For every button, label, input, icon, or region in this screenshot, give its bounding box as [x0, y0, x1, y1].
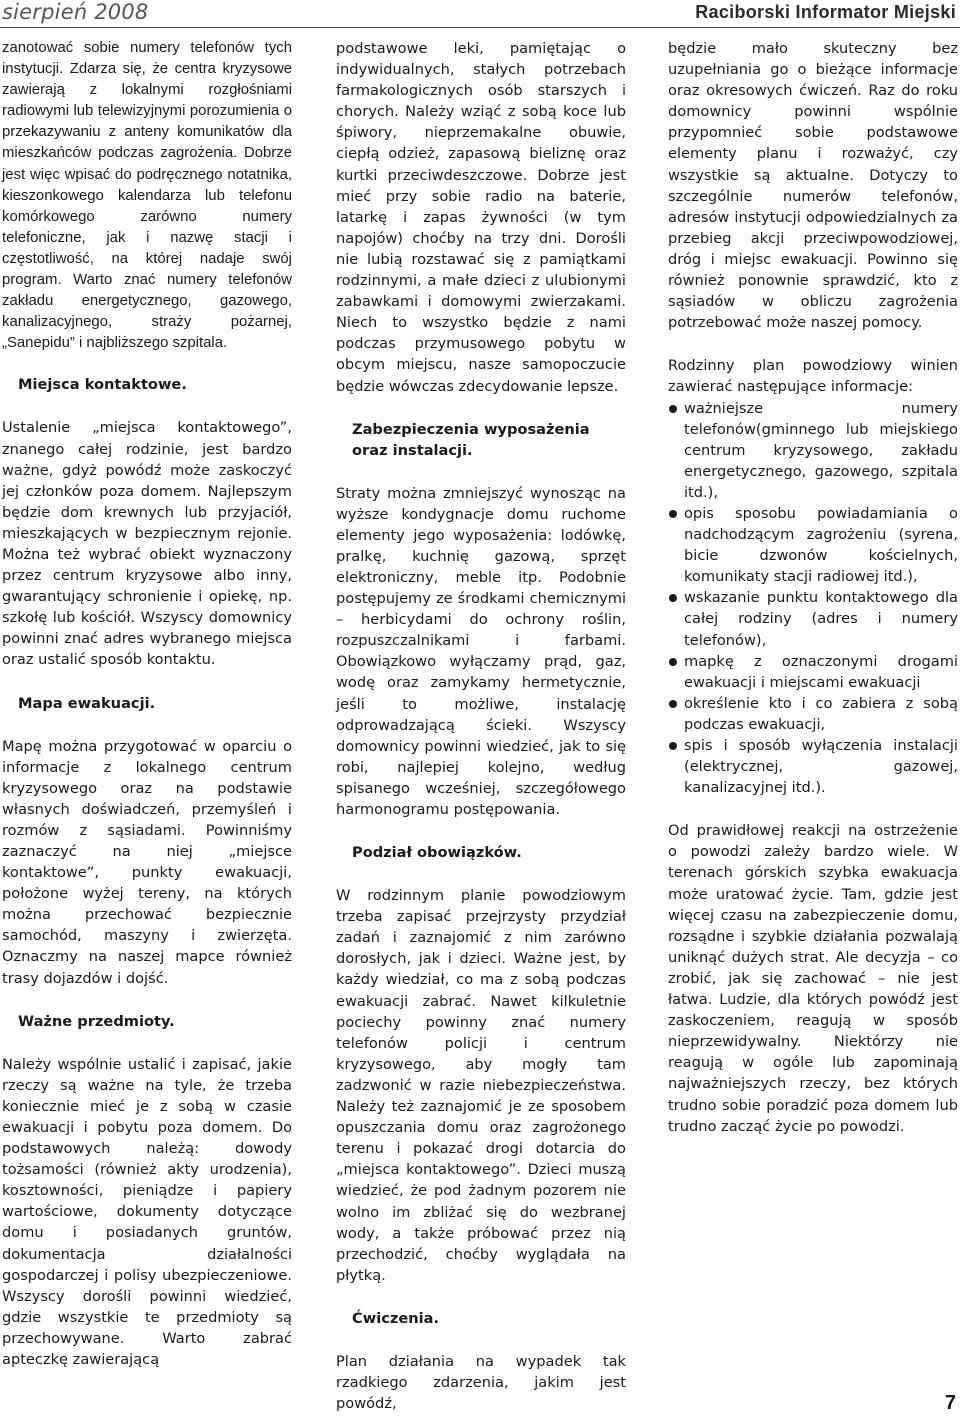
header-rule: [0, 27, 960, 28]
bullet-icon: [669, 742, 677, 750]
plan-contents-list: [668, 398, 958, 799]
bullet-icon: [669, 405, 677, 413]
paragraph-evacuation-map: Mapę można przygotować w oparciu o informacje z lokalnego centrum kryzysowego oraz na podstawie własnych doświadczeń, przemyśleń i rozmów z sąsiadami. Powinniśmy zaznaczyć na niej „miejsce kontaktowe”, punkty ewakuacji, położone wyżej tereny, na których można przechować bezpiecznie samochód, maszyny i zwierzęta. Oznaczmy na naszej mapce również trasy dojazdów i dojść.: [2, 737, 292, 987]
paragraph-contact-places: Ustalenie „miejsca kontaktowego”, znanego całej rodzinie, jest bardzo ważne, gdyż powódź może zaskoczyć jej członków poza domem. Najlepszym będzie dom krewnych lub przyjaciół, mieszkających w bezpiecznym rejonie. Można też wybrać obiekt wyznaczony przez centrum kryzysowe albo inny, gwarantujący schronienie i opiekę, np. szkołę lub kościół. Wszyscy domownicy powinni znać adres wybranego miejsca oraz ustalić sposób kontaktu.: [2, 419, 292, 669]
paragraph-plan-updates: będzie mało skuteczny bez uzupełniania go o bieżące informacje oraz okresowych ćwiczeń. Raz do roku domownicy powinni wspólnie przypomnieć sobie podstawowe elementy planu i rozważyć, czy wszystkie są aktualne. Dotyczy to szczególnie numerów telefonów, adresów instytucji odpowiedzialnych za przebieg akcji przeciwpowodziowej, dróg i miejsc ewakuacji. Powinno się również ponownie sprawdzić, kto z sąsiadów w obliczu zagrożenia potrzebować może naszej pomocy.: [668, 40, 958, 332]
column-3: [668, 38, 958, 1421]
page-number: 7: [944, 1392, 956, 1414]
paragraph-exercises: Plan działania na wypadek tak rzadkiego zdarzenia, jakim jest powódź,: [336, 1352, 626, 1413]
heading-important-items: Ważne przedmioty.: [18, 1012, 175, 1030]
paragraph-reaction: Od prawidłowej reakcji na ostrzeżenie o powodzi zależy bardzo wiele. W terenach górskich szybka ewakuacja może uratować życie. Tam, gdzie jest więcej czasu na zabezpieczenie domu, rozsądne i szybkie działania pozwalają uniknąć dużych strat. Ale decyzja – co zrobić, jak się zachować – nie jest łatwa. Ludzie, dla których powódź jest zaskoczeniem, reagują w sposób nieprzewidywalny. Niektórzy nie reagują w ogóle lub zapominają najważniejszych rzeczy, bez których trudno sobie poradzić poza domem lub trudno zacząć życie po powodzi.: [668, 822, 958, 1135]
column-2: [336, 38, 626, 1421]
list-item: określenie kto i co zabiera z sobą podczas ewakuacji,: [668, 693, 958, 735]
paragraph-medicines: podstawowe leki, pamiętając o indywidualnych, stałych potrzebach farmakologicznych osób starszych i chorych. Należy wziąć z sobą koce lub śpiwory, nieprzemakalne obuwie, ciepłą odzież, zapasową bieliznę oraz kurtki przeciwdeszczowe. Dobrze jest mieć przy sobie radio na baterie, latarkę i zapas żywności (w tym napojów) choćby na trzy dni. Dorośli nie lubią rozstawać się z pamiątkami rodzinnymi, a małe dzieci z ulubionymi zabawkami i domowymi zwierzakami. Niech to wszystko będzie z nami podczas przymusowego pobytu w obcym miejscu, nasze samopoczucie będzie wówczas zdecydowanie lepsze.: [336, 40, 626, 395]
bullet-icon: [669, 658, 677, 666]
column-1: [2, 38, 292, 1421]
heading-division-of-duties: Podział obowiązków.: [352, 844, 522, 862]
heading-exercises: Ćwiczenia.: [352, 1309, 440, 1327]
paragraph-plan-contents-intro: Rodzinny plan powodziowy winien zawierać następujące informacje:: [668, 357, 958, 396]
list-item: ważniejsze numery telefonów(gminnego lub miejskiego centrum kryzysowego, zakładu energetycznego, gazowego, szpitala itd.),: [668, 398, 958, 503]
bullet-icon: [669, 700, 677, 708]
heading-evacuation-map: Mapa ewakuacji.: [18, 694, 156, 712]
list-item: mapkę z oznaczonymi drogami ewakuacji i miejscami ewakuacji: [668, 651, 958, 693]
bullet-icon: [669, 594, 677, 602]
list-item: wskazanie punktu kontaktowego dla całej rodziny (adres i numery telefonów),: [668, 587, 958, 650]
publication-title: Raciborski Informator Miejski: [695, 2, 956, 22]
paragraph-important-items: Należy wspólnie ustalić i zapisać, jakie rzeczy są ważne na tyle, że trzeba koniecznie mieć je z sobą w czasie ewakuacji i pobytu poza domem. Do podstawowych należą: dowody tożsamości (również akty urodzenia), kosztowności, pieniądze i papiery wartościowe, dokumenty dotyczące domu i posiadanych gruntów, dokumentacja działalności gospodarczej i polisy ubezpieczeniowe. Wszyscy dorośli powinni wiedzieć, gdzie wszystkie te przedmioty są przechowywane. Warto zabrać apteczkę zawierającą: [2, 1055, 292, 1368]
list-item: opis sposobu powiadamiania o nadchodzącym zagrożeniu (syrena, bicie dzwonów kościelnych, komunikaty stacji radiowej itd.),: [668, 503, 958, 587]
list-item: spis i sposób wyłączenia instalacji (elektrycznej, gazowej, kanalizacyjnej itd.).: [668, 735, 958, 798]
paragraph-securing-equipment: Straty można zmniejszyć wynosząc na wyższe kondygnacje domu ruchome elementy jego wyposażenia: lodówkę, pralkę, kuchnię gazową, sprzęt elektroniczny, meble itp. Podobnie postępujemy ze środkami chemicznymi – herbicydami do ochrony roślin, rozpuszczalnikami i farbami. Obowiązkowo wyłączamy prąd, gaz, wodę oraz zamykamy hermetycznie, jeśli to możliwe, instalację odprowadzającą ścieki. Wszyscy domownicy powinni wiedzieć, jak to się robi, najlepiej kolejno, według spisanego wcześniej, szczegółowego harmonogramu postępowania.: [336, 484, 626, 818]
bullet-icon: [669, 510, 677, 518]
heading-contact-places: Miejsca kontaktowe.: [18, 376, 187, 394]
paragraph-division-of-duties: W rodzinnym planie powodziowym trzeba zapisać przejrzysty przydział zadań i zaznajomić z nim zarówno dorosłych, jak i dzieci. Ważne jest, by każdy wiedział, co ma z sobą podczas ewakuacji zabrać. Nawet kilkuletnie pociechy powinny znać numery telefonów policji i centrum kryzysowego, aby mogły tam zadzwonić w razie niebezpieczeństwa. Należy też zaznajomić je ze sposobem opuszczania domu oraz zagrożonego terenu i pokazać drogi dotarcia do „miejsca kontaktowego”. Dzieci muszą wiedzieć, że pod żadnym pozorem nie wolno im zbliżać się do wezbranej wody, a także próbować przez nią przechodzić, choćby wyglądała na płytką.: [336, 887, 626, 1284]
issue-date: sierpień 2008: [2, 0, 149, 24]
heading-securing-equipment: Zabezpieczenia wyposażenia oraz instalacji.: [352, 420, 590, 459]
paragraph-phone-numbers: zanotować sobie numery telefonów tych instytucji. Zdarza się, że centra kryzysowe zawierają z lokalnymi rozgłośniami radiowymi lub telewizyjnymi porozumienia o przekazywaniu z anteny komunikatów dla mieszkańców podczas zagrożenia. Dobrze jest więc wpisać do podręcznego notatnika, kieszonkowego kalendarza lub telefonu komórkowego zarówno numery telefoniczne, jak i nazwę stacji i częstotliwość, na której nadaje swój program. Warto znać numery telefonów zakładu energetycznego, gazowego, kanalizacyjnego, straży pożarnej, „Sanepidu” i najbliższego szpitala.: [2, 40, 292, 352]
